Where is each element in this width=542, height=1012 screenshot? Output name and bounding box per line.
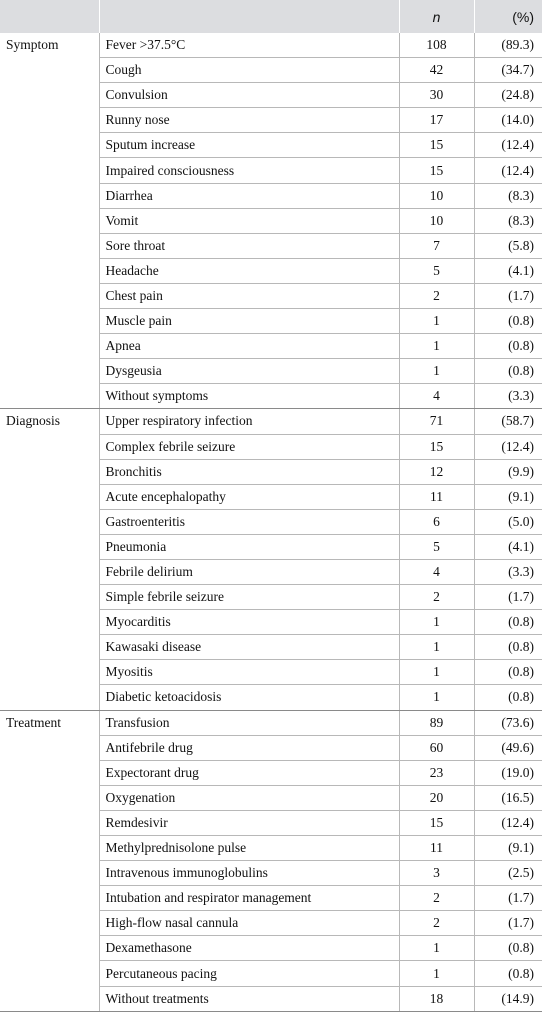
percent-value: (12.4) xyxy=(474,133,542,158)
item-label: Headache xyxy=(99,258,399,283)
percent-value: (73.6) xyxy=(474,710,542,735)
percent-value: (1.7) xyxy=(474,283,542,308)
percent-value: (0.8) xyxy=(474,936,542,961)
percent-value: (9.1) xyxy=(474,484,542,509)
table-body xyxy=(0,33,542,1011)
item-label: Expectorant drug xyxy=(99,760,399,785)
header-item xyxy=(99,0,399,33)
item-label: Gastroenteritis xyxy=(99,509,399,534)
item-label: Dexamethasone xyxy=(99,936,399,961)
percent-value: (12.4) xyxy=(474,434,542,459)
count-value: 108 xyxy=(399,33,474,58)
count-value: 4 xyxy=(399,559,474,584)
percent-value: (12.4) xyxy=(474,158,542,183)
count-value: 11 xyxy=(399,836,474,861)
percent-value: (19.0) xyxy=(474,760,542,785)
percent-value: (14.0) xyxy=(474,108,542,133)
item-label: Antifebrile drug xyxy=(99,735,399,760)
item-label: Remdesivir xyxy=(99,810,399,835)
percent-value: (4.1) xyxy=(474,258,542,283)
percent-value: (12.4) xyxy=(474,810,542,835)
count-value: 15 xyxy=(399,810,474,835)
percent-value: (58.7) xyxy=(474,409,542,434)
table-header xyxy=(0,0,542,33)
percent-value: (0.8) xyxy=(474,334,542,359)
item-label: Complex febrile seizure xyxy=(99,434,399,459)
count-value: 2 xyxy=(399,886,474,911)
item-label: Runny nose xyxy=(99,108,399,133)
percent-value: (0.8) xyxy=(474,660,542,685)
item-label: Kawasaki disease xyxy=(99,635,399,660)
count-value: 89 xyxy=(399,710,474,735)
count-value: 1 xyxy=(399,334,474,359)
header-percent: (%) xyxy=(474,0,542,33)
count-value: 1 xyxy=(399,660,474,685)
item-label: Simple febrile seizure xyxy=(99,585,399,610)
header-category xyxy=(0,0,99,33)
percent-value: (9.9) xyxy=(474,459,542,484)
item-label: Bronchitis xyxy=(99,459,399,484)
percent-value: (0.8) xyxy=(474,961,542,986)
group-label: Treatment xyxy=(0,710,99,1011)
count-value: 2 xyxy=(399,283,474,308)
count-value: 15 xyxy=(399,434,474,459)
count-value: 2 xyxy=(399,911,474,936)
item-label: Febrile delirium xyxy=(99,559,399,584)
item-label: Pneumonia xyxy=(99,534,399,559)
table-row xyxy=(0,710,542,735)
percent-value: (1.7) xyxy=(474,585,542,610)
item-label: Myocarditis xyxy=(99,610,399,635)
item-label: Chest pain xyxy=(99,283,399,308)
percent-value: (9.1) xyxy=(474,836,542,861)
item-label: Upper respiratory infection xyxy=(99,409,399,434)
count-value: 5 xyxy=(399,258,474,283)
percent-value: (0.8) xyxy=(474,359,542,384)
percent-value: (0.8) xyxy=(474,685,542,710)
count-value: 71 xyxy=(399,409,474,434)
item-label: Fever >37.5°C xyxy=(99,33,399,58)
count-value: 42 xyxy=(399,58,474,83)
item-label: Intravenous immunoglobulins xyxy=(99,861,399,886)
count-value: 30 xyxy=(399,83,474,108)
item-label: Oxygenation xyxy=(99,785,399,810)
percent-value: (3.3) xyxy=(474,559,542,584)
item-label: High-flow nasal cannula xyxy=(99,911,399,936)
count-value: 1 xyxy=(399,685,474,710)
percent-value: (8.3) xyxy=(474,183,542,208)
percent-value: (24.8) xyxy=(474,83,542,108)
header-n: n xyxy=(399,0,474,33)
percent-value: (0.8) xyxy=(474,610,542,635)
percent-value: (34.7) xyxy=(474,58,542,83)
item-label: Transfusion xyxy=(99,710,399,735)
count-value: 4 xyxy=(399,384,474,409)
percent-value: (89.3) xyxy=(474,33,542,58)
count-value: 1 xyxy=(399,635,474,660)
count-value: 15 xyxy=(399,158,474,183)
percent-value: (5.8) xyxy=(474,233,542,258)
count-value: 12 xyxy=(399,459,474,484)
item-label: Dysgeusia xyxy=(99,359,399,384)
count-value: 1 xyxy=(399,359,474,384)
item-label: Impaired consciousness xyxy=(99,158,399,183)
item-label: Intubation and respirator management xyxy=(99,886,399,911)
count-value: 6 xyxy=(399,509,474,534)
item-label: Diarrhea xyxy=(99,183,399,208)
count-value: 1 xyxy=(399,309,474,334)
count-value: 60 xyxy=(399,735,474,760)
item-label: Without treatments xyxy=(99,986,399,1011)
item-label: Methylprednisolone pulse xyxy=(99,836,399,861)
percent-value: (14.9) xyxy=(474,986,542,1011)
count-value: 10 xyxy=(399,183,474,208)
group-label: Diagnosis xyxy=(0,409,99,710)
count-value: 2 xyxy=(399,585,474,610)
count-value: 3 xyxy=(399,861,474,886)
item-label: Without symptoms xyxy=(99,384,399,409)
percent-value: (1.7) xyxy=(474,911,542,936)
count-value: 17 xyxy=(399,108,474,133)
table-row xyxy=(0,33,542,58)
item-label: Vomit xyxy=(99,208,399,233)
count-value: 10 xyxy=(399,208,474,233)
percent-value: (4.1) xyxy=(474,534,542,559)
count-value: 5 xyxy=(399,534,474,559)
count-value: 23 xyxy=(399,760,474,785)
item-label: Acute encephalopathy xyxy=(99,484,399,509)
item-label: Sputum increase xyxy=(99,133,399,158)
group-label: Symptom xyxy=(0,33,99,409)
percent-value: (8.3) xyxy=(474,208,542,233)
item-label: Cough xyxy=(99,58,399,83)
count-value: 11 xyxy=(399,484,474,509)
count-value: 18 xyxy=(399,986,474,1011)
percent-value: (0.8) xyxy=(474,635,542,660)
percent-value: (3.3) xyxy=(474,384,542,409)
percent-value: (5.0) xyxy=(474,509,542,534)
count-value: 20 xyxy=(399,785,474,810)
percent-value: (16.5) xyxy=(474,785,542,810)
count-value: 1 xyxy=(399,936,474,961)
item-label: Myositis xyxy=(99,660,399,685)
percent-value: (1.7) xyxy=(474,886,542,911)
percent-value: (49.6) xyxy=(474,735,542,760)
item-label: Diabetic ketoacidosis xyxy=(99,685,399,710)
count-value: 7 xyxy=(399,233,474,258)
count-value: 1 xyxy=(399,610,474,635)
item-label: Sore throat xyxy=(99,233,399,258)
count-value: 15 xyxy=(399,133,474,158)
item-label: Apnea xyxy=(99,334,399,359)
item-label: Convulsion xyxy=(99,83,399,108)
header-row xyxy=(0,0,542,33)
percent-value: (2.5) xyxy=(474,861,542,886)
table-row xyxy=(0,409,542,434)
item-label: Percutaneous pacing xyxy=(99,961,399,986)
count-value: 1 xyxy=(399,961,474,986)
item-label: Muscle pain xyxy=(99,309,399,334)
percent-value: (0.8) xyxy=(474,309,542,334)
